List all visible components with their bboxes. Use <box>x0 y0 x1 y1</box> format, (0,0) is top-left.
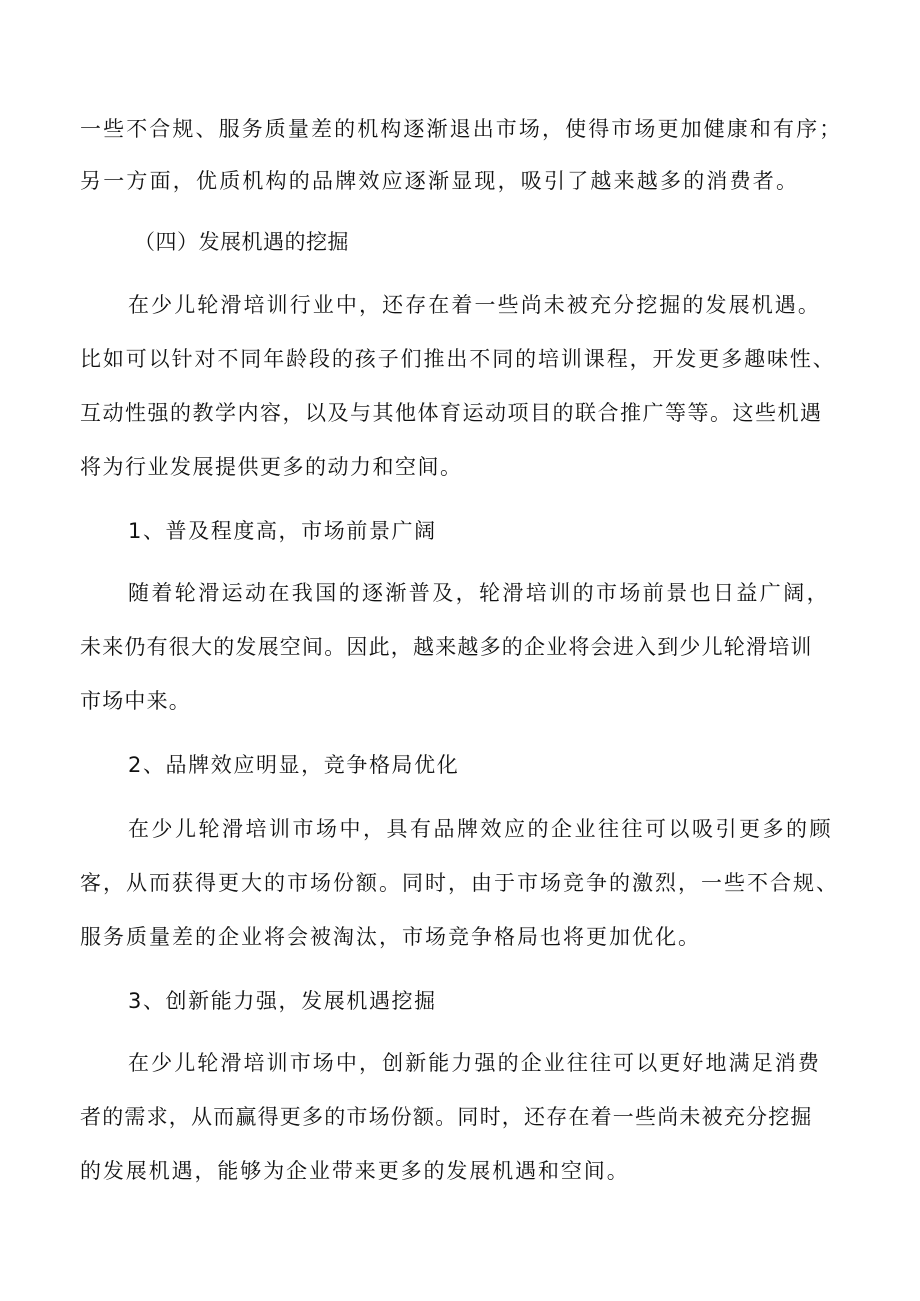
paragraph-line: 在少儿轮滑培训行业中，还存在着一些尚未被充分挖掘的发展机遇。 <box>128 293 821 317</box>
paragraph-line: 在少儿轮滑培训市场中，创新能力强的企业往往可以更好地满足消费 <box>128 1051 821 1075</box>
subsection-heading: 2、品牌效应明显，竞争格局优化 <box>128 753 460 777</box>
paragraph-line: 的发展机遇，能够为企业带来更多的发展机遇和空间。 <box>80 1159 630 1183</box>
paragraph-line: 另一方面，优质机构的品牌效应逐渐显现，吸引了越来越多的消费者。 <box>80 169 800 193</box>
paragraph-line: 将为行业发展提供更多的动力和空间。 <box>80 455 463 479</box>
paragraph-line: 互动性强的教学内容，以及与其他体育运动项目的联合推广等等。这些机遇 <box>80 401 823 425</box>
paragraph-line: 服务质量差的企业将会被淘汰，市场竞争格局也将更加优化。 <box>80 925 701 949</box>
paragraph-line: 市场中来。 <box>80 689 191 713</box>
paragraph-line: 一些不合规、服务质量差的机构逐渐退出市场，使得市场更加健康和有序； <box>80 117 843 141</box>
paragraph-line: 未来仍有很大的发展空间。因此，越来越多的企业将会进入到少儿轮滑培训 <box>80 635 813 659</box>
paragraph-line: 者的需求，从而赢得更多的市场份额。同时，还存在着一些尚未被充分挖掘 <box>80 1105 813 1129</box>
paragraph-line: 比如可以针对不同年龄段的孩子们推出不同的培训课程，开发更多趣味性、 <box>80 347 836 371</box>
paragraph-line: 客，从而获得更大的市场份额。同时，由于市场竞争的激烈，一些不合规、 <box>80 871 839 895</box>
subsection-heading: 1、普及程度高，市场前景广阔 <box>128 519 437 543</box>
section-heading: （四）发展机遇的挖掘 <box>134 230 349 254</box>
subsection-heading: 3、创新能力强，发展机遇挖掘 <box>128 989 437 1013</box>
paragraph-line: 在少儿轮滑培训市场中，具有品牌效应的企业往往可以吸引更多的顾 <box>128 817 833 841</box>
paragraph-line: 随着轮滑运动在我国的逐渐普及，轮滑培训的市场前景也日益广阔， <box>128 581 830 605</box>
